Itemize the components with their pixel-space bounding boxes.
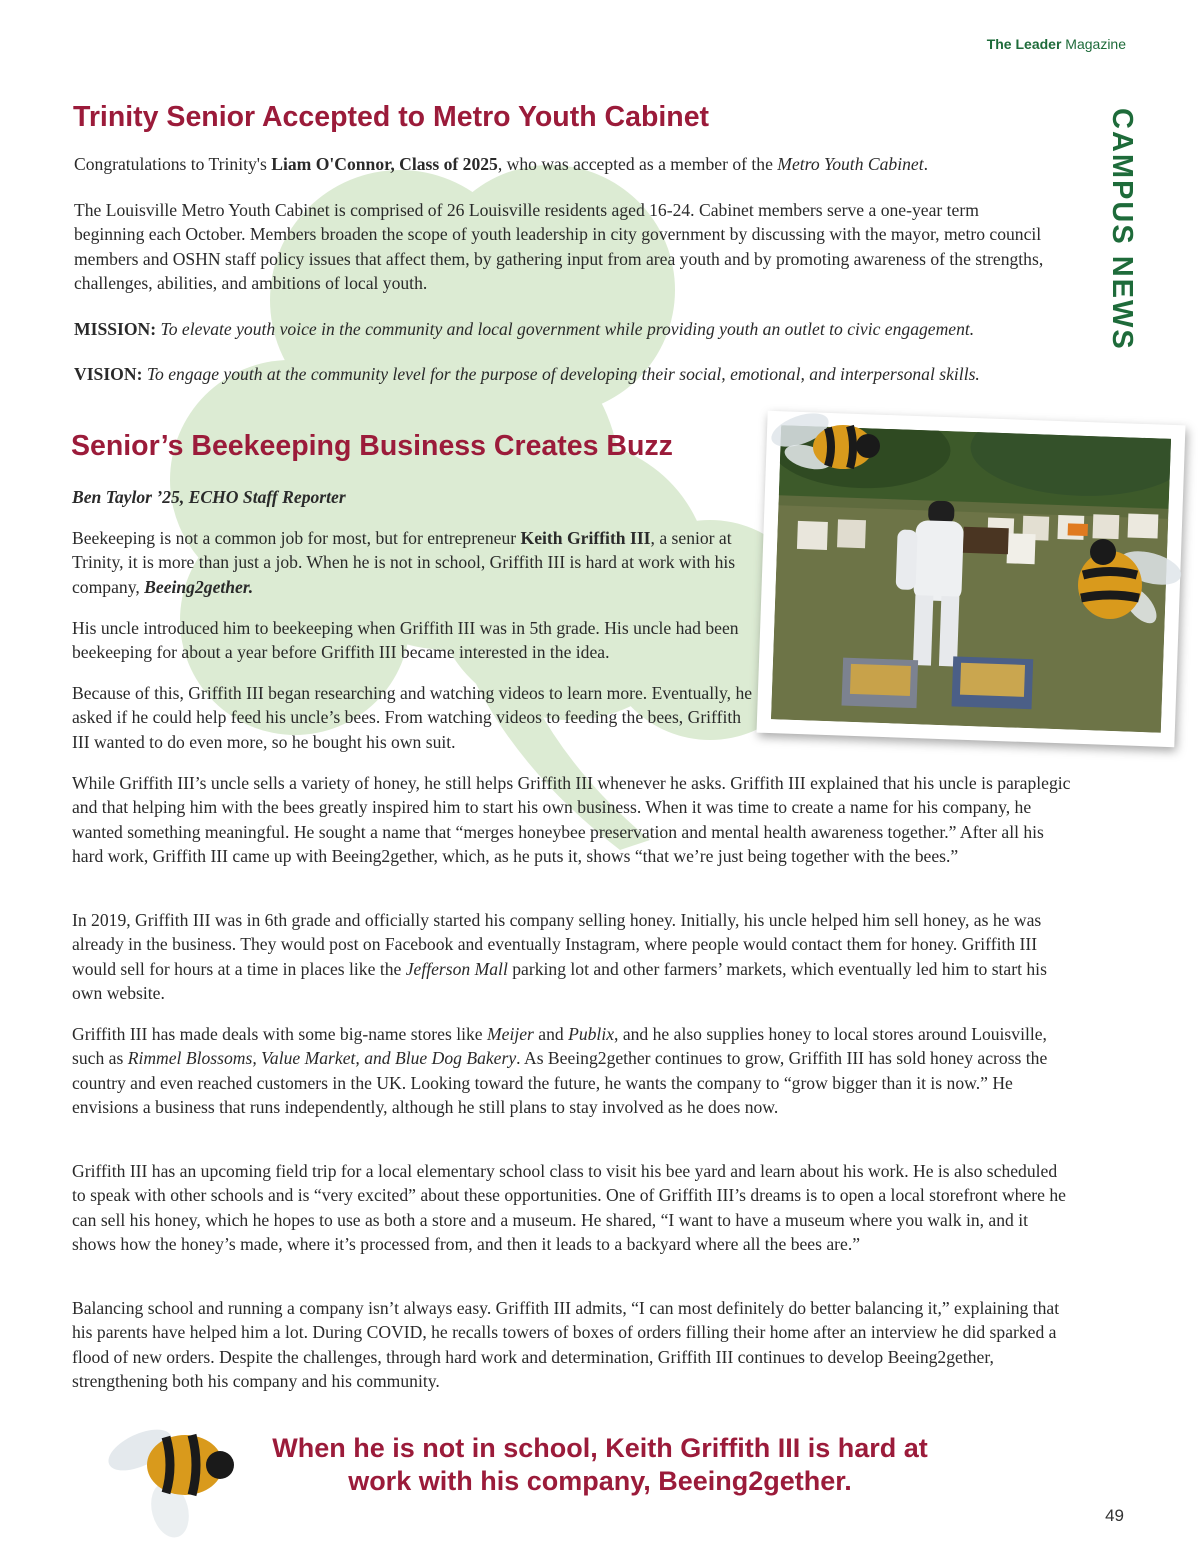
article1-paragraph-1: Congratulations to Trinity's Liam O'Connor, Class of 2025, who was accepted as a member of the Metro Youth Cabinet.	[74, 154, 929, 174]
article2-paragraph-3: Because of this, Griffith III began researching and watching videos to learn more. Eventually, he asked if he could help feed his uncle’s bees. From watching videos to feeding the bees, Griffith III wanted to do even more, so he bought his own suit.	[72, 683, 753, 752]
article2-title: Senior’s Beekeeping Business Creates Buzz	[71, 430, 673, 462]
article2-paragraph-1: Beekeeping is not a common job for most, but for entrepreneur Keith Griffith III, a senior at Trinity, it is more than just a job. When he is not in school, Griffith III is hard at work with his company, Beeing2gether.	[72, 528, 736, 597]
article1-title: Trinity Senior Accepted to Metro Youth Cabinet	[73, 101, 710, 133]
article2-byline: Ben Taylor ’25, ECHO Staff Reporter	[72, 487, 346, 507]
article2-paragraph-2: His uncle introduced him to beekeeping when Griffith III was in 5th grade. His uncle had been beekeeping for about a year before Griffith III became interested in the idea.	[72, 618, 739, 663]
section-label: CAMPUS NEWS	[1106, 108, 1138, 351]
mission-statement: MISSION: To elevate youth voice in the community and local government while providing youth an outlet to civic engagement.	[74, 319, 975, 339]
bee-illustration-right	[1055, 530, 1185, 645]
pull-quote: When he is not in school, Keith Griffith III is hard at work with his company, Beeing2gether.	[272, 1433, 928, 1496]
article2-paragraph-6: Griffith III has made deals with some big-name stores like Meijer and Publix, and he also supplies honey to local stores around Louisville, such as Rimmel Blossoms, Value Market, and Blue Dog Bakery. As Beeing2gether continues to grow, Griffith III has sold honey across the country and even reached customers in the UK. Looking toward the future, he wants the company to “grow bigger than it is now.” He envisions a business that runs independently, although he still plans to stay involved as he does now.	[72, 1024, 1048, 1117]
article2-paragraph-8: Balancing school and running a company isn’t always easy. Griffith III admits, “I can most definitely do better balancing it,” explaining that his parents have helped him a lot. During COVID, he recalls towers of boxes of orders filling their home after an interview he did sparked a flood of new orders. Despite the challenges, through hard work and determination, Griffith III continues to develop Beeing2gether, strengthening both his company and his community.	[72, 1298, 1060, 1391]
article1-paragraph-2: The Louisville Metro Youth Cabinet is comprised of 26 Louisville residents aged 16-24. Cabinet members serve a one-year term beginning each October. Members broaden the scope of youth leadership in city government by discussing with the mayor, metro council members and OSHN staff policy issues that affect them, by gathering input from area youth and by promoting awareness of the strengths, challenges, abilities, and ambitions of local youth.	[74, 200, 1044, 293]
vision-statement: VISION: To engage youth at the community level for the purpose of developing their social, emotional, and interpersonal skills.	[74, 364, 980, 384]
page-number: 49	[1105, 1506, 1124, 1525]
article2-paragraph-7: Griffith III has an upcoming field trip for a local elementary school class to visit his bee yard and learn about his work. He is also scheduled to speak with other schools and is “very excited” about these opportunities. One of Griffith III’s dreams is to open a local storefront where he can sell his honey, which he hopes to use as both a store and a museum. He shared, “I want to have a museum where you walk in, and it shows how the honey’s made, where it’s processed from, and then it leads to a backyard where all the bees are.”	[72, 1161, 1066, 1254]
article2-paragraph-5: In 2019, Griffith III was in 6th grade and officially started his company selling honey. Initially, his uncle helped him sell honey, as he was already in the business. They would post on Facebook and eventually Instagram, where people would contact them for honey. Griffith III would sell for hours at a time in places like the Jefferson Mall parking lot and other farmers’ markets, which eventually led him to start his own website.	[72, 910, 1047, 1003]
magazine-header: The Leader Magazine	[986, 36, 1126, 52]
bee-illustration-top	[768, 402, 888, 492]
article2-paragraph-4: While Griffith III’s uncle sells a variety of honey, he still helps Griffith III whenever he asks. Griffith III explained that his uncle is paraplegic and that helping him with the bees greatly inspired him to start his own business. When it was time to create a name for his company, he wanted something meaningful. He sought a name that “merges honeybee preservation and mental health awareness together.” After all his hard work, Griffith III came up with Beeing2gether, which, as he puts it, shows “that we’re just being together with the bees.”	[72, 773, 1071, 866]
